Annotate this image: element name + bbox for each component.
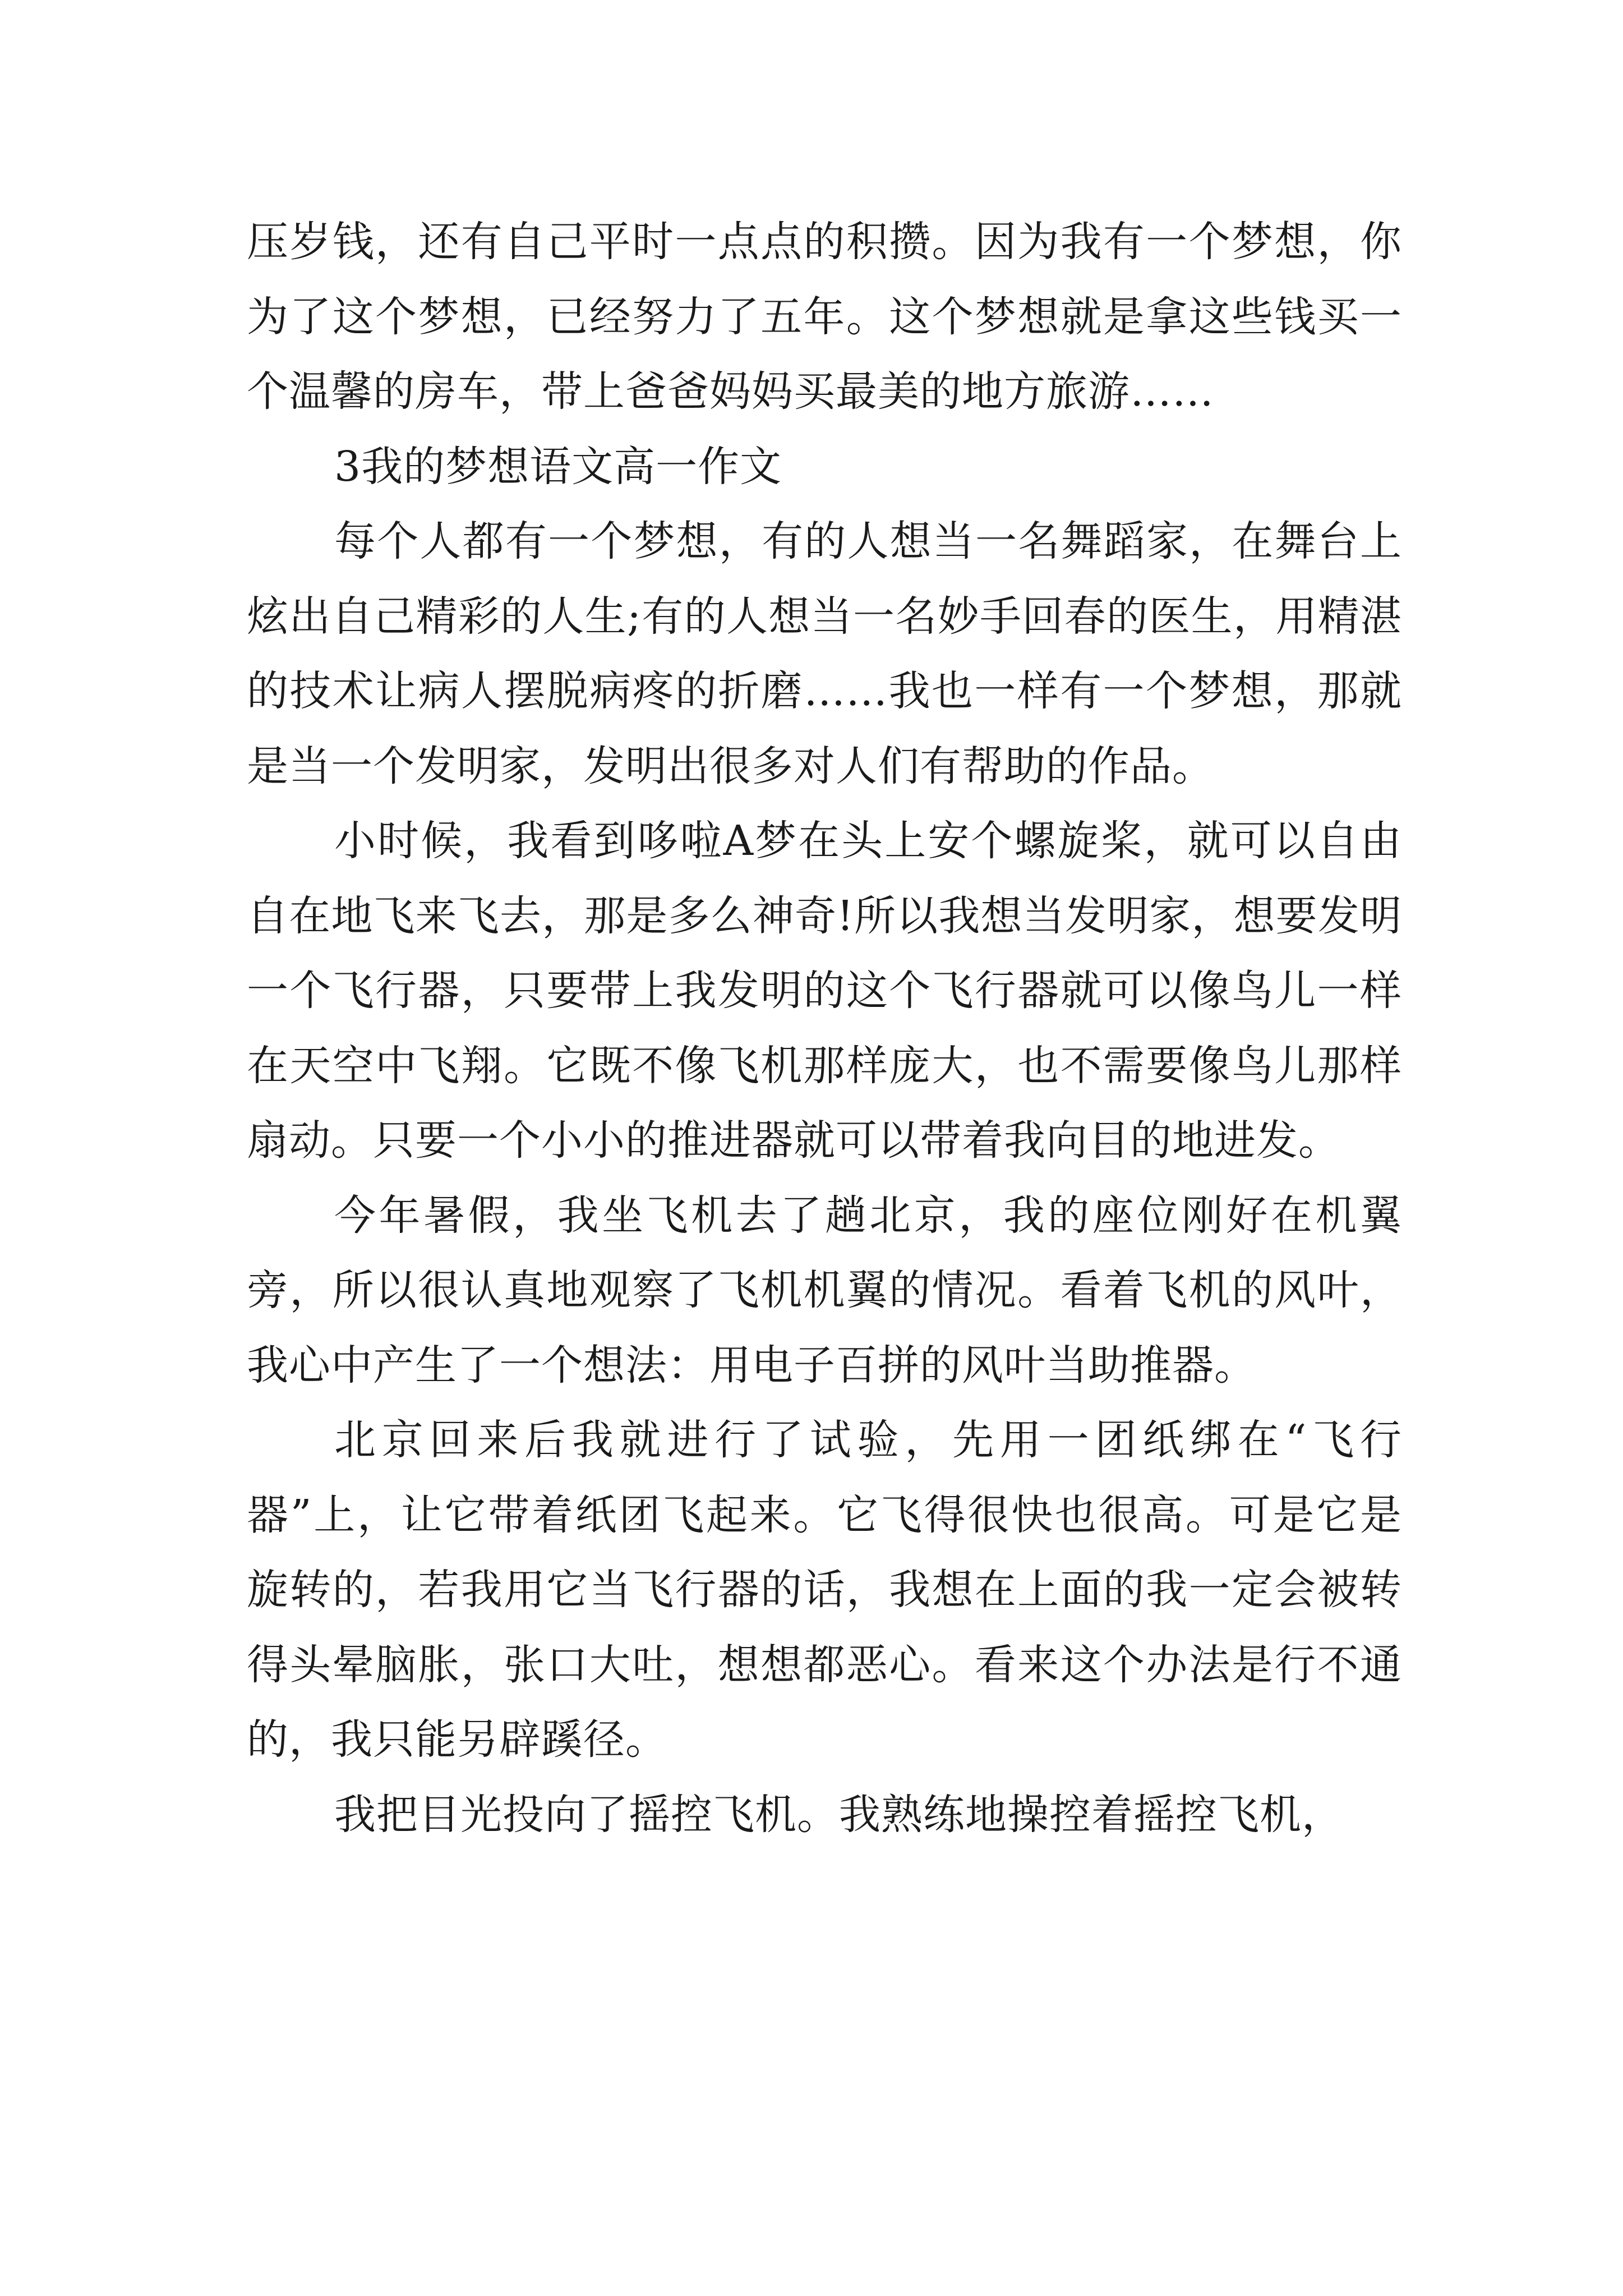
paragraph-continuation: 压岁钱，还有自己平时一点点的积攒。因为我有一个梦想，你为了这个梦想，已经努力了五年。这个梦想就是拿这些钱买一个温馨的房车，带上爸爸妈妈买最美的地方旅游…… [247, 218, 1402, 416]
paragraph-childhood: 小时候，我看到哆啦A梦在头上安个螺旋桨，就可以自由自在地飞来飞去，那是多么神奇!所以我想当发明家，想要发明一个飞行器，只要带上我发明的这个飞行器就可以像鸟儿一样在天空中飞翔。它既不像飞机那样庞大，也不需要像鸟儿那样扇动。只要一个小小的推进器就可以带着我向目的地进发。 [247, 817, 1402, 1165]
paragraph-remote-plane: 我把目光投向了摇控飞机。我熟练地操控着摇控飞机， [334, 1790, 1344, 1839]
essay-text [247, 205, 1402, 1852]
paragraph-dream-intro: 每个人都有一个梦想，有的人想当一名舞蹈家，在舞台上炫出自己精彩的人生;有的人想当一名妙手回春的医生，用精湛的技术让病人摆脱病疼的折磨……我也一样有一个梦想，那就是当一个发明家，发明出很多对人们有帮助的作品。 [247, 517, 1402, 790]
essay-heading: 3我的梦想语文高一作文 [334, 442, 782, 491]
paragraph-experiment: 北京回来后我就进行了试验，先用一团纸绑在“飞行器”上，让它带着纸团飞起来。它飞得很快也很高。可是它是旋转的，若我用它当飞行器的话，我想在上面的我一定会被转得头晕脑胀，张口大吐，想想都恶心。看来这个办法是行不通的，我只能另辟蹊径。 [247, 1416, 1402, 1764]
paragraph-summer-trip: 今年暑假，我坐飞机去了趟北京，我的座位刚好在机翼旁，所以很认真地观察了飞机机翼的情况。看着飞机的风叶，我心中产生了一个想法：用电子百拼的风叶当助推器。 [247, 1191, 1402, 1389]
